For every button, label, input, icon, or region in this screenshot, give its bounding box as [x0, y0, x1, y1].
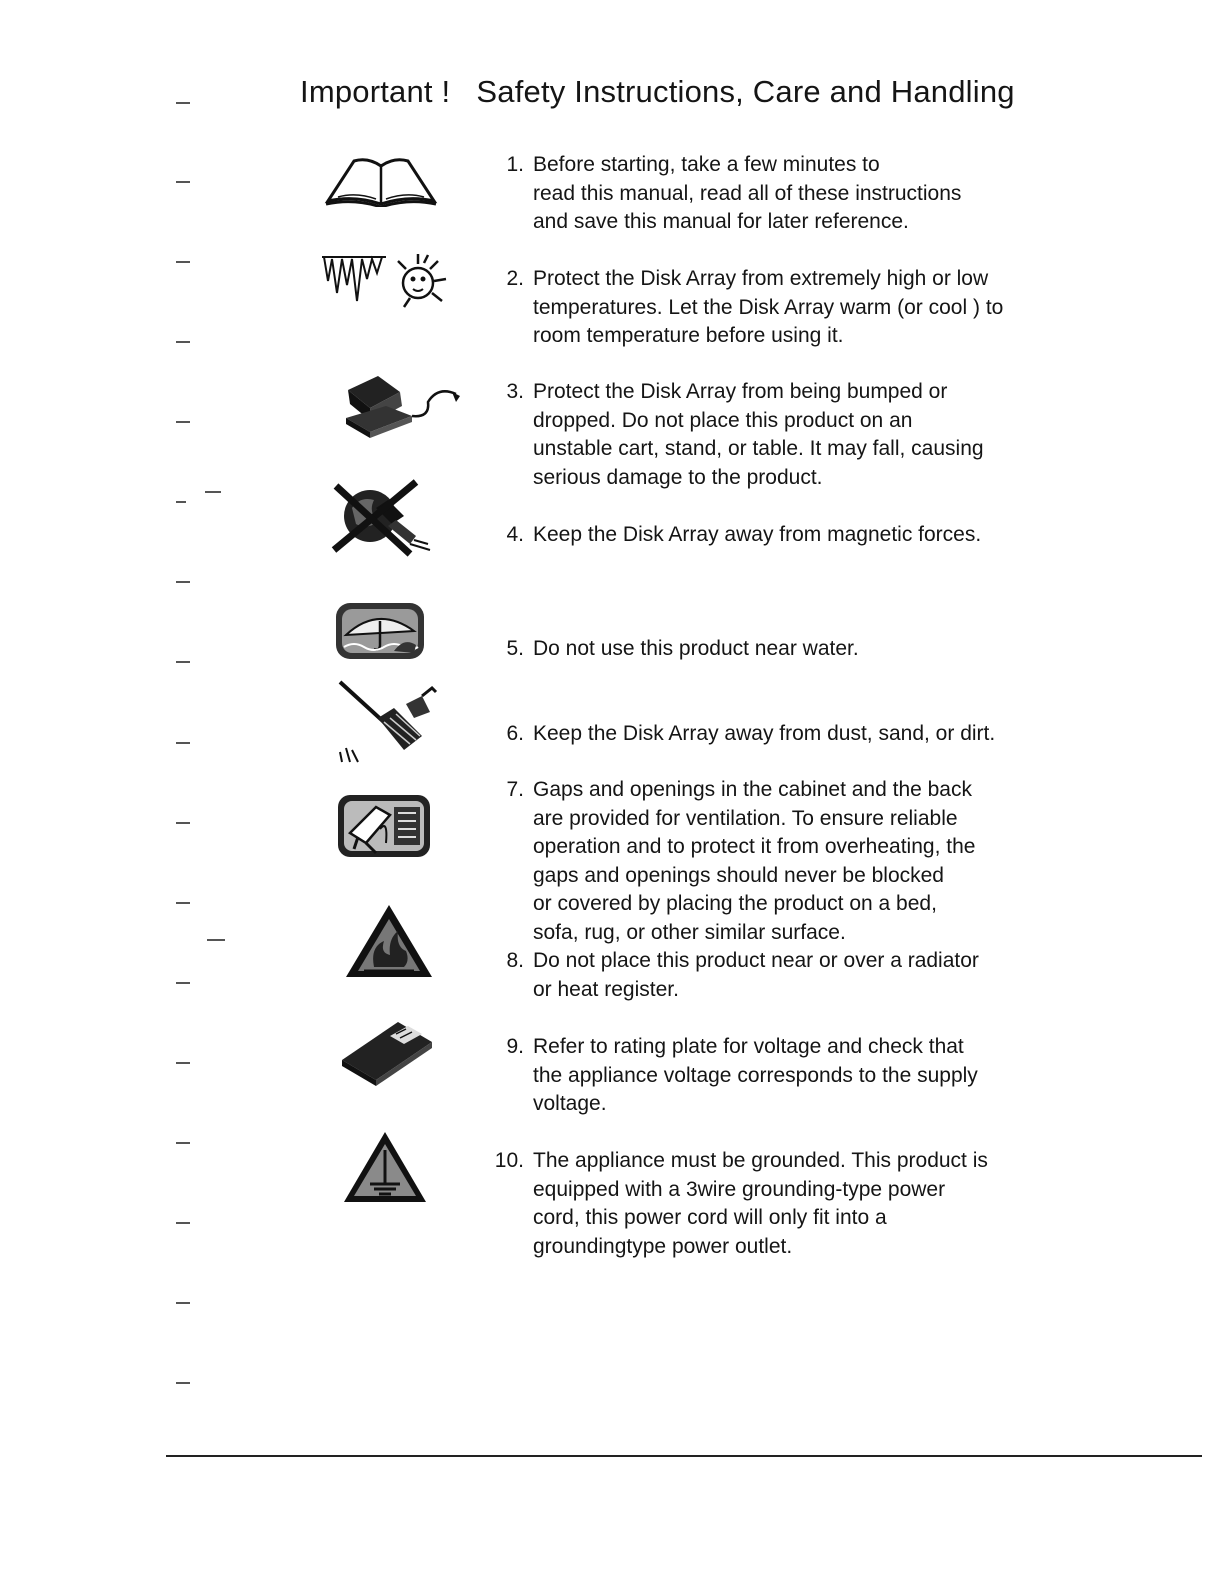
item-number: 8. [506, 949, 524, 972]
item-line: serious damage to the product. [533, 465, 823, 489]
item-line: Gaps and openings in the cabinet and the back [533, 778, 972, 801]
item-number: 10. [494, 1149, 524, 1172]
item-line: or covered by placing the product on a bed, [533, 892, 937, 915]
margin-tick [205, 491, 221, 493]
margin-tick [176, 822, 190, 824]
ventilation-icon [336, 793, 432, 859]
item-line: temperatures. Let the Disk Array warm (or cool ) to [533, 295, 1004, 319]
margin-tick [176, 102, 190, 104]
instruction-item-9 [488, 1033, 1068, 1119]
item-line: dropped. Do not place this product on an [533, 408, 913, 432]
rating-plate-icon [340, 1018, 436, 1088]
instruction-item-5 [488, 635, 1068, 664]
item-number: 3. [506, 380, 524, 403]
water-umbrella-icon [334, 601, 426, 661]
item-text [524, 265, 1003, 351]
instruction-item-3 [488, 378, 1068, 492]
instruction-item-8 [488, 947, 1068, 1004]
instruction-item-2 [488, 265, 1068, 351]
margin-tick [176, 982, 190, 984]
instruction-item-10 [488, 1147, 1068, 1261]
open-book-icon [324, 157, 438, 207]
item-line: unstable cart, stand, or table. It may fall, causing [533, 437, 984, 460]
item-line: Keep the Disk Array away from magnetic forces. [533, 523, 982, 546]
item-text [524, 1033, 978, 1119]
item-line: are provided for ventilation. To ensure reliable [533, 806, 958, 830]
margin-tick [176, 1302, 190, 1304]
instruction-item-7 [488, 776, 1068, 947]
item-number: 5. [506, 637, 524, 660]
item-number: 7. [506, 778, 524, 801]
item-number: 9. [506, 1035, 524, 1058]
item-line: gaps and openings should never be blocked [533, 863, 944, 887]
item-number: 6. [506, 722, 524, 745]
margin-tick [176, 1382, 190, 1384]
item-line: Protect the Disk Array from being bumped or [533, 380, 948, 403]
item-line: Before starting, take a few minutes to [533, 153, 880, 176]
instruction-item-1 [488, 151, 1068, 237]
margin-tick [176, 1222, 190, 1224]
item-line: equipped with a 3wire grounding-type power [533, 1177, 946, 1201]
item-line: sofa, rug, or other similar surface. [533, 920, 846, 944]
broom-dustpan-icon [336, 678, 440, 764]
instruction-item-6 [488, 720, 1068, 749]
item-text [524, 151, 961, 237]
margin-tick [176, 421, 190, 423]
item-text [524, 720, 995, 749]
item-line: or heat register. [533, 977, 679, 1001]
margin-tick [176, 181, 190, 183]
heat-warning-triangle-icon [344, 903, 434, 979]
title-prefix: Important ! [300, 74, 451, 109]
item-line: The appliance must be grounded. This product is [533, 1149, 988, 1172]
icicle-and-sun-icon [320, 251, 452, 311]
margin-tick [176, 581, 190, 583]
margin-tick [176, 742, 190, 744]
item-line: read this manual, read all of these instructions [533, 181, 962, 205]
item-text [524, 521, 981, 550]
page-title [300, 74, 1015, 110]
item-line: Keep the Disk Array away from dust, sand, or dirt. [533, 722, 996, 745]
grounding-warning-triangle-icon [342, 1130, 428, 1204]
item-text [524, 378, 984, 492]
item-number: 1. [506, 153, 524, 176]
instruction-item-4 [488, 521, 1068, 550]
item-number: 4. [506, 523, 524, 546]
item-line: Do not use this product near water. [533, 637, 859, 660]
item-text [524, 1147, 988, 1261]
margin-tick [176, 501, 186, 503]
no-magnet-icon [330, 478, 440, 558]
item-text [524, 635, 859, 664]
item-number: 2. [506, 267, 524, 290]
item-line: room temperature before using it. [533, 324, 844, 347]
item-line: and save this manual for later reference. [533, 210, 909, 233]
item-line: groundingtype power outlet. [533, 1234, 793, 1258]
item-text [524, 947, 979, 1004]
item-line: Protect the Disk Array from extremely high or low [533, 267, 989, 290]
margin-tick [176, 261, 190, 263]
item-text [524, 776, 975, 947]
margin-tick [176, 661, 190, 663]
item-line: voltage. [533, 1092, 607, 1115]
item-line: operation and to protect it from overheating, the [533, 835, 976, 858]
margin-tick [176, 1062, 190, 1064]
margin-tick [176, 902, 190, 904]
item-line: Refer to rating plate for voltage and check that [533, 1035, 964, 1058]
item-line: Do not place this product near or over a radiator [533, 949, 979, 972]
title-main: Safety Instructions, Care and Handling [476, 74, 1015, 109]
margin-tick [176, 341, 190, 343]
item-line: cord, this power cord will only fit into a [533, 1206, 887, 1229]
margin-tick [207, 939, 225, 941]
footer-rule [166, 1455, 1202, 1457]
dropped-computer-icon [338, 372, 462, 440]
item-line: the appliance voltage corresponds to the supply [533, 1063, 978, 1087]
margin-tick [176, 1142, 190, 1144]
